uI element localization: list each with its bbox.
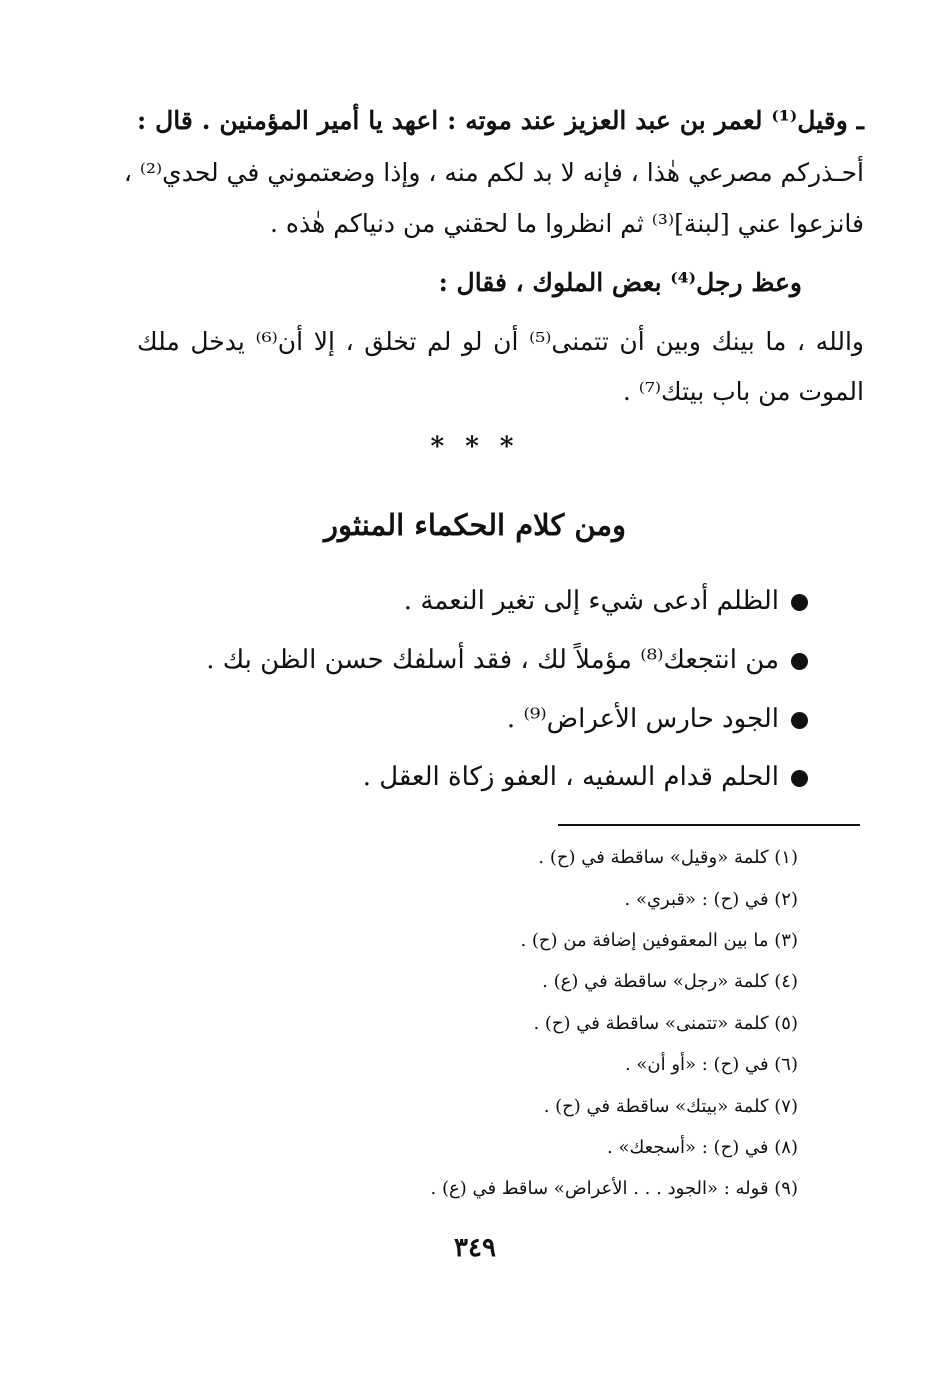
- bullet-icon: [791, 594, 808, 611]
- bullet-icon: [791, 770, 808, 787]
- footnote: (٤) كلمة «رجل» ساقطة في (ع) .: [542, 971, 798, 992]
- paragraph-3-line-1: والله ، ما بينك وبين أن تتمنى⁽⁵⁾ أن لو لم تخلق ، إلا أن⁽⁶⁾ يدخل ملك: [137, 327, 864, 356]
- maxim-item: [363, 757, 808, 797]
- paragraph-2-line-1: وعظ رجل⁽⁴⁾ بعض الملوك ، فقال :: [438, 268, 802, 297]
- footnote: (٦) في (ح) : «أو أن» .: [624, 1054, 798, 1075]
- maxim-text: الظلم أدعى شيء إلى تغير النعمة .: [403, 586, 779, 616]
- paragraph-1-line-2: أحـذركم مصرعي هٰذا ، فإنه لا بد لكم منه ، وإذا وضعتموني في لحدي⁽²⁾ ،: [123, 158, 864, 187]
- section-separator: * * *: [430, 432, 520, 462]
- footnote: (٧) كلمة «بيتك» ساقطة في (ح) .: [543, 1096, 798, 1117]
- footnote: (٩) قوله : «الجود . . . الأعراض» ساقط في (ع) .: [430, 1178, 798, 1199]
- bullet-icon: [791, 653, 808, 670]
- page-number: ٣٤٩: [454, 1233, 496, 1263]
- paragraph-3-line-2: الموت من باب بيتك⁽⁷⁾ .: [622, 377, 864, 406]
- maxim-text: الحلم قدام السفيه ، العفو زكاة العقل .: [362, 762, 779, 792]
- footnote-divider: [558, 824, 860, 826]
- maxim-item: [507, 699, 808, 739]
- footnote: (١) كلمة «وقيل» ساقطة في (ح) .: [538, 847, 798, 868]
- footnote: (٢) في (ح) : «قبري» .: [624, 889, 798, 910]
- maxim-text: الجود حارس الأعراض⁽⁹⁾ .: [506, 704, 779, 734]
- footnote: (٣) ما بين المعقوفين إضافة من (ح) .: [520, 930, 798, 951]
- section-heading: ومن كلام الحكماء المنثور: [324, 508, 626, 542]
- maxim-text: من انتجعك⁽⁸⁾ مؤملاً لك ، فقد أسلفك حسن الظن بك .: [206, 645, 779, 675]
- footnote: (٥) كلمة «تتمنى» ساقطة في (ح) .: [533, 1013, 798, 1034]
- maxim-item: [404, 581, 808, 621]
- bullet-icon: [791, 712, 808, 729]
- footnote: (٨) في (ح) : «أسجعك» .: [607, 1137, 798, 1158]
- paragraph-1-line-3: فانزعوا عني [لبنة]⁽³⁾ ثم انظروا ما لحقني من دنياكم هٰذه .: [270, 209, 864, 238]
- maxim-item: [206, 640, 808, 680]
- paragraph-1-line-1: ـ وقيل⁽¹⁾ لعمر بن عبد العزيز عند موته : اعهد يا أمير المؤمنين . قال :: [137, 106, 864, 135]
